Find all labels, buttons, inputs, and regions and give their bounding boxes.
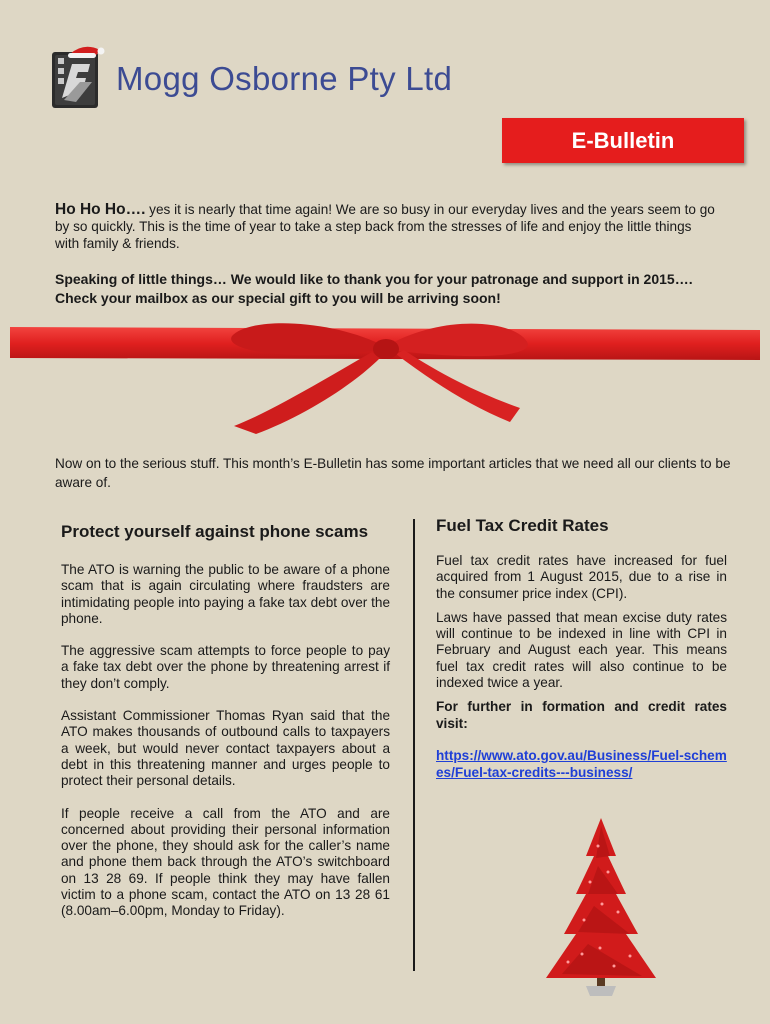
more-info-label: For further in formation and credit rates visit: [436, 699, 727, 731]
greeting: Ho Ho Ho…. [55, 201, 146, 218]
article-title: Protect yourself against phone scams [61, 522, 369, 541]
article-fuel-tax [436, 516, 727, 781]
intro-text: yes it is nearly that time again! We are so busy in our everyday lives and the years seem to go by so quickly. This is the time of year to take a step back from the stresses of life and enjoy the little things with family & friends. [55, 202, 715, 251]
christmas-tree-icon [538, 816, 664, 998]
article-paragraph: The aggressive scam attempts to force people to pay a fake tax debt over the phone by threatening arrest if they don’t comply. [61, 643, 390, 691]
article-paragraph: Fuel tax credit rates have increased for fuel acquired from 1 August 2015, due to a rise in the consumer price index (CPI). [436, 553, 727, 601]
highlight-paragraph: Speaking of little things… We would like to thank you for your patronage and support in 2015…. Check your mailbox as our special gift to you will be arriving soon! [55, 271, 693, 306]
company-logo [50, 44, 106, 110]
ribbon-bow-icon [0, 322, 770, 442]
article-paragraph: Assistant Commissioner Thomas Ryan said that the ATO makes thousands of outbound calls to taxpayers a week, but would never contact taxpayers about a debt in this threatening manner and urges people to protect their personal details. [61, 708, 390, 789]
christmas-tree-image [538, 816, 664, 998]
company-logo-icon [50, 44, 106, 110]
transition-paragraph: Now on to the serious stuff. This month’s E-Bulletin has some important articles that we need all our clients to be aware of. [55, 456, 731, 490]
column-divider [413, 519, 415, 971]
banner-label: E-Bulletin [571, 127, 675, 153]
article-paragraph: If people receive a call from the ATO and are concerned about providing their personal information over the phone, they should ask for the caller’s name and phone them back through the ATO’s switchboard on 13 28 69. If people think they may have fallen victim to a phone scam, contact the ATO on 13 28 61 (8.00am–6.00pm, Monday to Friday). [61, 805, 390, 919]
article-phone-scams [61, 522, 390, 936]
e-bulletin-banner [502, 118, 744, 163]
ato-fuel-tax-link[interactable]: https://www.ato.gov.au/Business/Fuel-schemes/Fuel-tax-credits---business/ [436, 747, 727, 780]
intro-paragraph [55, 201, 715, 252]
ribbon-image [0, 322, 770, 442]
article-paragraph: The ATO is warning the public to be aware of a phone scam that is again circulating where fraudsters are intimidating people into paying a fake tax debt over the phone. [61, 562, 390, 626]
article-title: Fuel Tax Credit Rates [436, 516, 609, 535]
article-paragraph: Laws have passed that mean excise duty rates will continue to be indexed in line with CPI in February and August each year. This means fuel tax credit rates will also continue to be indexed twice a year. [436, 609, 727, 691]
company-name: Mogg Osborne Pty Ltd [116, 60, 453, 97]
